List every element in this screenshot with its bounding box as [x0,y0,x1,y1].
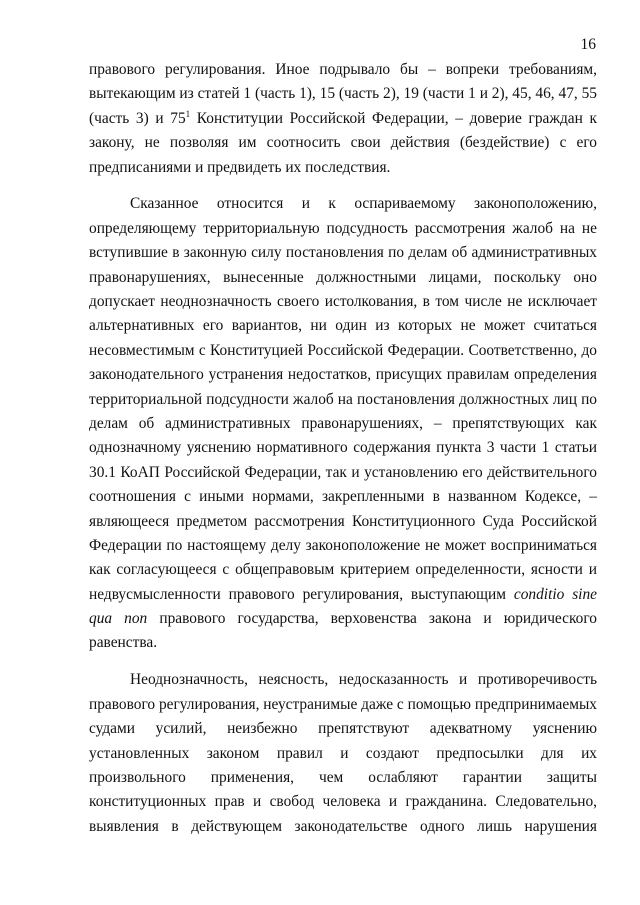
text-line: правового регулирования. Иное подрывало бы – вопреки требованиям, [89,61,597,78]
text-line: произвольного применения, чем ослабляют гарантии защиты [89,768,597,786]
text-line: Федерации по настоящему делу законоположение не может восприниматься [89,536,597,554]
text-line: вытекающим из статей 1 (часть 1), 15 (часть 2), 19 (части 1 и 2), 45, 46, 47, 55 [89,85,597,103]
text-line [89,583,597,607]
text-line: являющееся предметом рассмотрения Конституционного Суда Российской [89,512,597,530]
text-line: соотношения с иными нормами, закрепленными в названном Кодексе, – [89,488,597,506]
paragraph [89,58,597,180]
superscript: 1 [185,108,191,119]
paragraph [89,192,597,655]
text-line [89,607,597,631]
latin-phrase: qua non [89,610,148,628]
text-line: предписаниями и предвидеть их последствия. [89,158,391,176]
text-line: однозначному уяснению нормативного содержания пункта 3 части 1 статьи [89,439,597,457]
text-line [89,107,597,131]
text-line: конституционных прав и свобод человека и гражданина. Следовательно, [89,793,597,811]
text-line: равенства. [89,634,158,652]
text-segment: правового государства, верховенства закона и юридического [147,610,597,628]
text-segment: Конституции Российской Федерации, – доверие граждан к [190,109,597,127]
latin-phrase: conditio sine [513,585,597,603]
text-line: как согласующееся с общеправовым критерием определенности, ясности и [89,561,597,579]
text-line: правонарушениях, вынесенные должностными лицами, поскольку оно [89,268,597,286]
text-line: правового регулирования, неустранимые даже с помощью предпринимаемых [89,695,597,713]
text-line: вступившие в законную силу постановления по делам об административных [89,244,597,262]
text-line: закону, не позволяя им соотносить свои действия (бездействие) с его [89,134,597,152]
text-line: законодательного устранения недостатков, присущих правилам определения [89,366,597,384]
page-number: 16 [580,36,596,53]
paragraph [89,668,597,839]
text-line: установленных законом правил и создают предпосылки для их [89,744,597,762]
text-line: выявления в действующем законодательстве одного лишь нарушения [89,817,597,835]
text-line: альтернативных его вариантов, ни один из которых не может считаться [89,317,597,335]
text-segment: недвусмысленности правового регулирования, выступающим [89,585,514,603]
text-line: допускает неоднозначность своего истолкования, в том числе не исключает [89,293,597,311]
text-line: 30.1 КоАП Российской Федерации, так и установлению его действительного [89,463,597,481]
text-line: территориальной подсудности жалоб на постановления должностных лиц по [89,390,597,408]
text-segment: (часть 3) и 75 [89,109,186,127]
text-line: Неоднозначность, неясность, недосказанность и противоречивость [130,671,597,689]
text-line: делам об административных правонарушениях, – препятствующих как [89,414,597,432]
text-line: Сказанное относится и к оспариваемому законоположению, [130,195,597,213]
text-line: определяющему территориальную подсудность рассмотрения жалоб на не [89,219,597,237]
document-body [89,58,597,839]
text-line: несовместимым с Конституцией Российской Федерации. Соответственно, до [89,341,597,359]
text-line: судами усилий, неизбежно препятствуют адекватному уяснению [89,720,597,738]
